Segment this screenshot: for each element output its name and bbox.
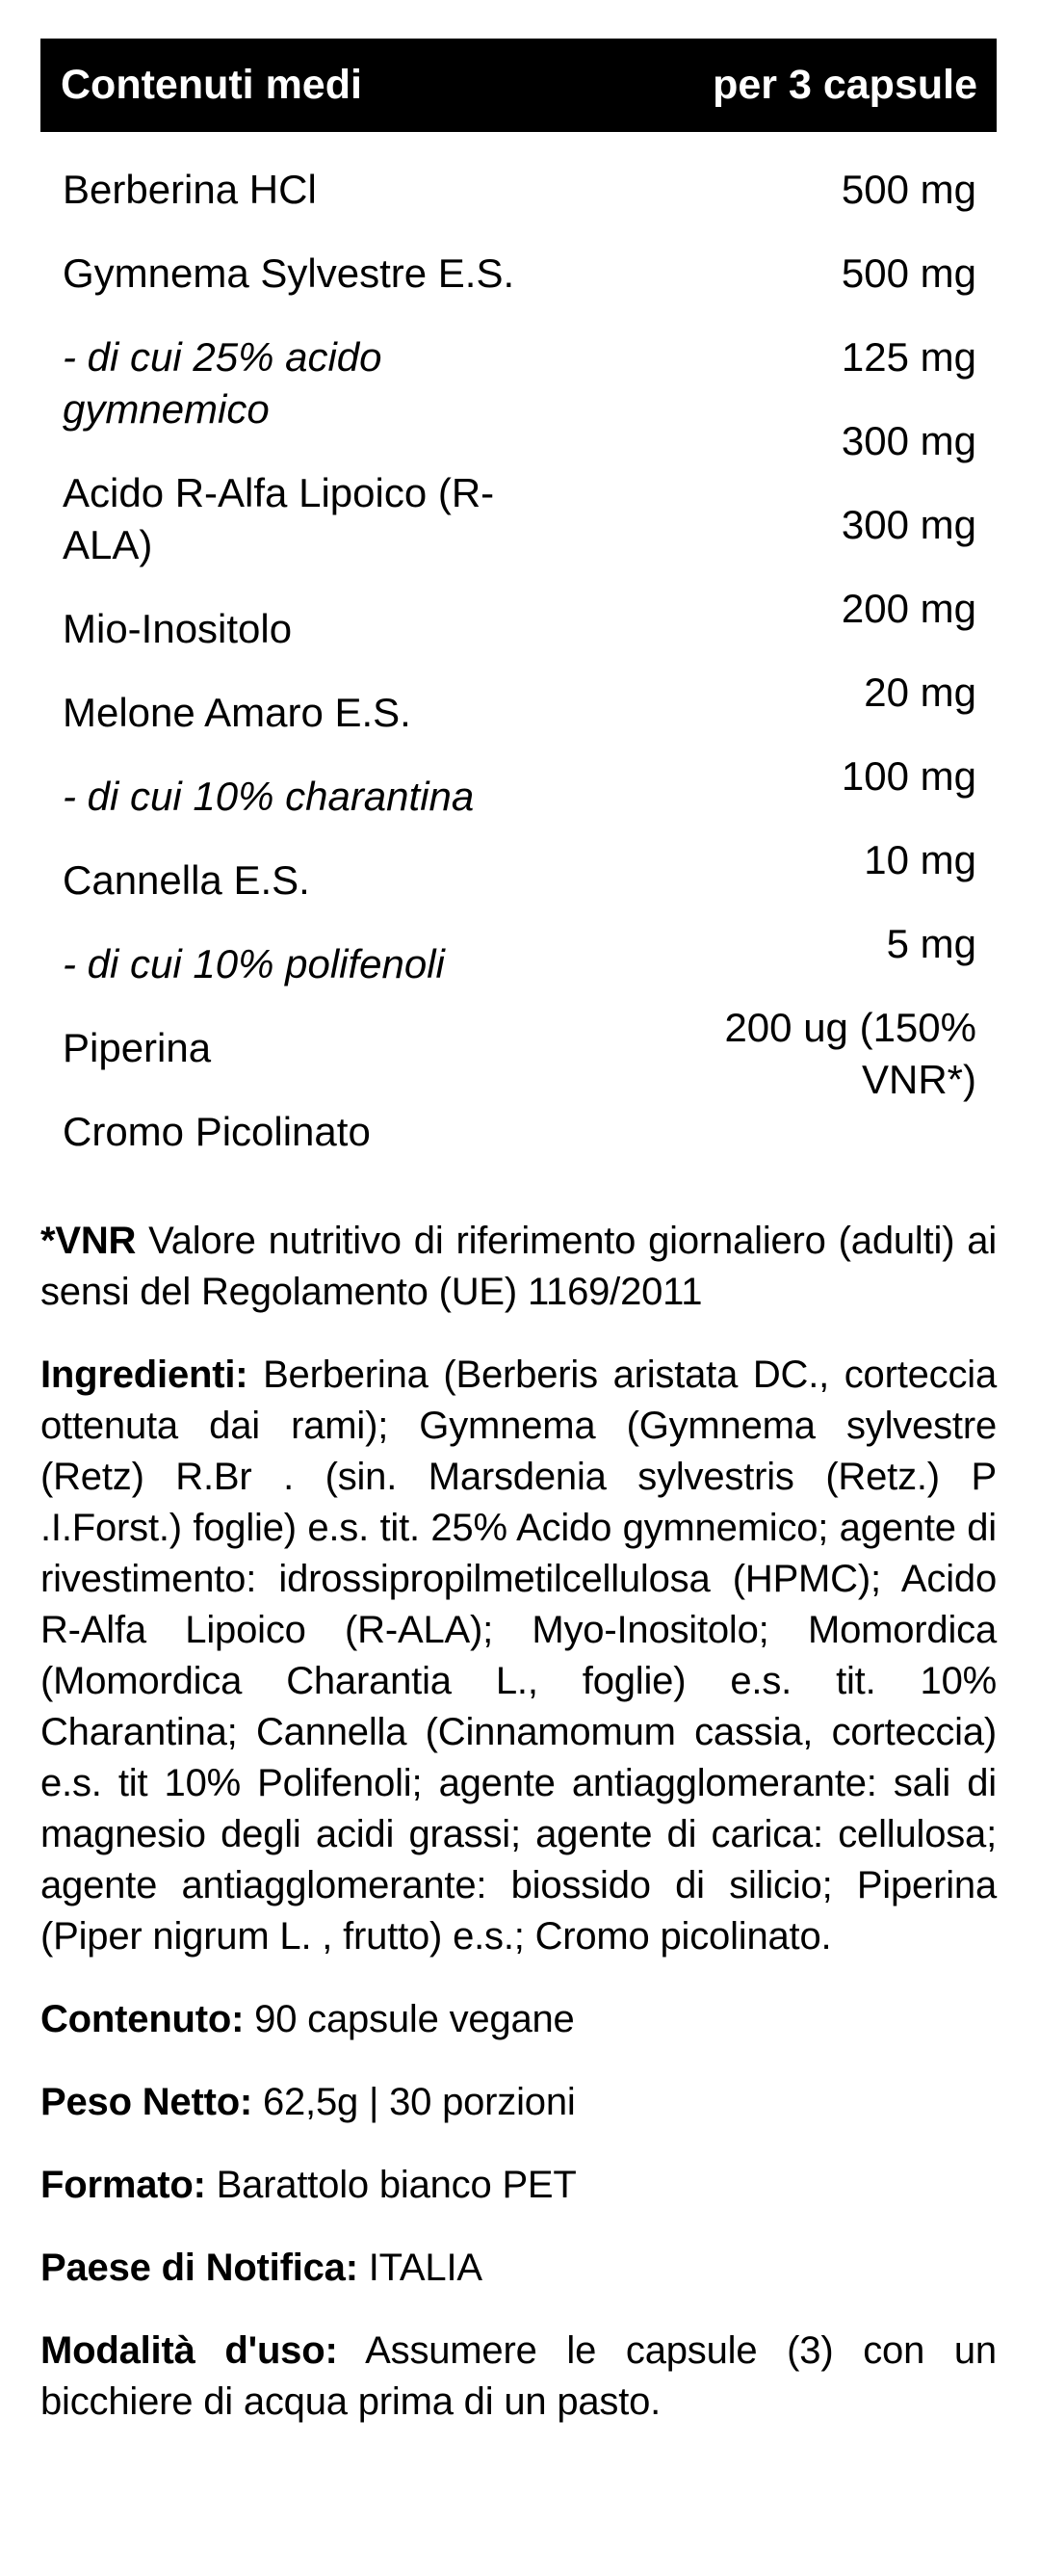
vnr-note-text: Valore nutritivo di riferimento giornaliero (adulti) ai sensi del Regolamento (UE) 1169/2011: [40, 1220, 997, 1313]
ingredient-label: Gymnema Sylvestre E.S.: [63, 250, 515, 296]
usage-instructions-lead: Modalità d'uso:: [40, 2329, 338, 2372]
nutrition-table: [40, 39, 997, 1190]
ingredient-value: 5 mg: [886, 921, 976, 966]
table-body: [40, 132, 997, 1190]
ingredient-value: 300 mg: [841, 418, 976, 463]
ingredient-values-column: [678, 164, 976, 1190]
usage-instructions: [40, 2326, 997, 2428]
table-header-serving: per 3 capsule: [713, 62, 977, 108]
net-weight-lead: Peso Netto:: [40, 2081, 253, 2123]
ingredient-value: 200 mg: [841, 586, 976, 631]
ingredient-label: - di cui 10% polifenoli: [63, 941, 445, 986]
vnr-note: [40, 1216, 997, 1318]
ingredient-label: Acido R-Alfa Lipoico (R-ALA): [63, 470, 495, 567]
ingredient-value: 500 mg: [841, 167, 976, 212]
notification-country-text: ITALIA: [357, 2247, 482, 2289]
ingredient-label: Cromo Picolinato: [63, 1109, 371, 1154]
ingredient-label: Melone Amaro E.S.: [63, 690, 411, 735]
table-header: [40, 39, 997, 132]
format-line: [40, 2160, 997, 2211]
ingredient-labels-column: [63, 164, 583, 1190]
ingredients-lead: Ingredienti:: [40, 1354, 248, 1396]
label-notes: [40, 1216, 997, 2428]
ingredient-label: Piperina: [63, 1025, 212, 1070]
net-weight-text: 62,5g | 30 porzioni: [252, 2081, 576, 2123]
ingredient-value: 125 mg: [841, 334, 976, 380]
ingredient-value: 10 mg: [864, 837, 976, 882]
ingredient-value: 20 mg: [864, 670, 976, 715]
ingredient-value: 500 mg: [841, 250, 976, 296]
ingredient-label: Mio-Inositolo: [63, 606, 293, 651]
table-header-contents: Contenuti medi: [61, 62, 362, 108]
ingredient-label: - di cui 10% charantina: [63, 774, 475, 819]
ingredient-label: - di cui 25% acido gymnemico: [63, 334, 382, 432]
notification-country-lead: Paese di Notifica:: [40, 2247, 358, 2289]
usage-instructions-text: Assumere le capsule (3) con un bicchiere di acqua prima di un pasto.: [40, 2329, 997, 2423]
ingredient-label: Cannella E.S.: [63, 857, 310, 903]
ingredient-value: 100 mg: [841, 753, 976, 799]
ingredients-text: Berberina (Berberis aristata DC., corteccia ottenuta dai rami); Gymnema (Gymnema sylvestre (Retz) R.Br . (sin. Marsdenia sylvestris (Retz.) P .I.Forst.) foglie) e.s. tit. 25% Acido gymnemico; agente di rivestimento: idrossipropilmetilcellulosa (HPMC); Acido R-Alfa Lipoico (R-ALA); Myo-Inositolo; Momordica (Momordica Charantia L., foglie) e.s. tit. 10% Charantina; Cannella (Cinnamomum cassia, corteccia) e.s. tit 10% Polifenoli; agente antiagglomerante: sali di magnesio degli acidi grassi; agente di carica: cellulosa; agente antiagglomerante: biossido di silicio; Piperina (Piper nigrum L. , frutto) e.s.; Cromo picolinato.: [40, 1354, 997, 1958]
ingredient-label: Berberina HCl: [63, 167, 317, 212]
content-text: 90 capsule vegane: [244, 1998, 575, 2040]
net-weight-line: [40, 2077, 997, 2128]
format-lead: Formato:: [40, 2164, 206, 2206]
notification-country-line: [40, 2243, 997, 2294]
ingredients-paragraph: [40, 1350, 997, 1962]
content-line: [40, 1994, 997, 2045]
format-text: Barattolo bianco PET: [205, 2164, 577, 2206]
ingredient-value: 200 ug (150% VNR*): [724, 1005, 976, 1102]
content-lead: Contenuto:: [40, 1998, 245, 2040]
ingredient-value: 300 mg: [841, 502, 976, 547]
vnr-note-lead: *VNR: [40, 1220, 137, 1262]
